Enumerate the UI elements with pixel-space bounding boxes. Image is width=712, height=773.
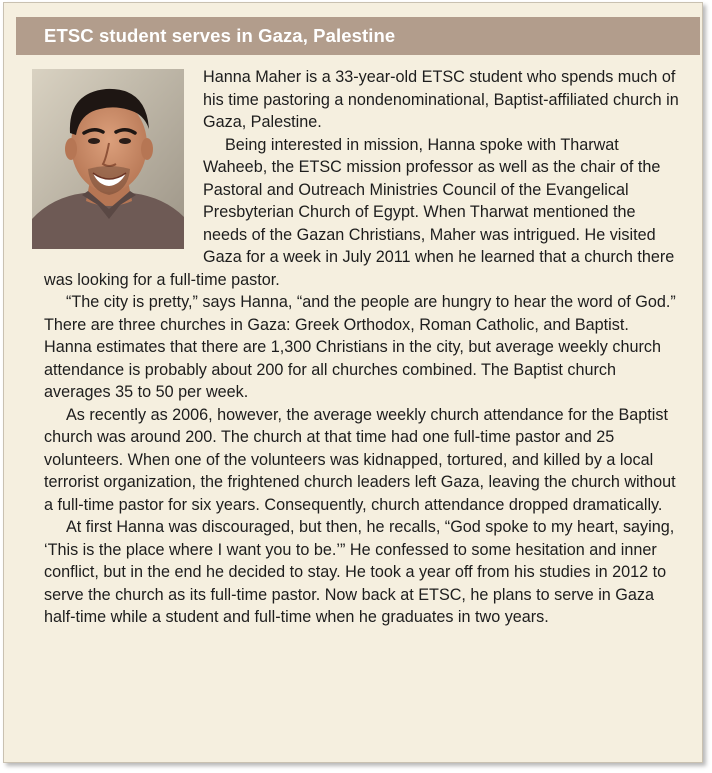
paragraph-5: At first Hanna was discouraged, but then, he recalls, “God spoke to my heart, saying, ‘This is the place where I want you to be.’” He confessed to some hesitation and inner conflict, but in the end he decided to stay. He took a year off from his studies in 2012 to serve the church as its full-time pastor. Now back at ETSC, he plans to serve in Gaza half-time while a student and full-time when he graduates in two years. <box>44 518 675 626</box>
paragraph-1: Hanna Maher is a 33-year-old ETSC student who spends much of his time pastoring a nondenominational, Baptist-affiliated church in Gaza, Palestine. <box>203 68 679 131</box>
header-bar <box>16 17 700 55</box>
paragraph-3: “The city is pretty,” says Hanna, “and the people are hungry to hear the word of God.” There are three churches in Gaza: Greek Orthodox, Roman Catholic, and Baptist. Hanna estimates that there are 1,300 Christians in the city, but average weekly church attendance is probably about 200 for all churches combined. The Baptist church averages 35 to 50 per week. <box>44 293 676 401</box>
article-title: ETSC student serves in Gaza, Palestine <box>44 25 396 46</box>
article-body <box>44 66 679 629</box>
paragraph-2: Being interested in mission, Hanna spoke with Tharwat Waheeb, the ETSC mission professor as well as the chair of the Pastoral and Outreach Ministries Council of the Evangelical Presbyterian Church of Egypt. When Tharwat mentioned the needs of the Gazan Christians, Maher was intrigued. He visited Gaza for a week in July 2011 when he learned that a church there was looking for a full-time pastor. <box>44 135 675 289</box>
article-panel <box>3 2 703 763</box>
paragraph-4: As recently as 2006, however, the average weekly church attendance for the Baptist church was around 200. The church at that time had one full-time pastor and 25 volunteers. When one of the volunteers was kidnapped, tortured, and killed by a local terrorist organization, the frightened church leaders left Gaza, leaving the church without a full-time pastor for six years. Consequently, church attendance dropped dramatically. <box>44 405 676 514</box>
photo-spacer <box>44 66 195 248</box>
